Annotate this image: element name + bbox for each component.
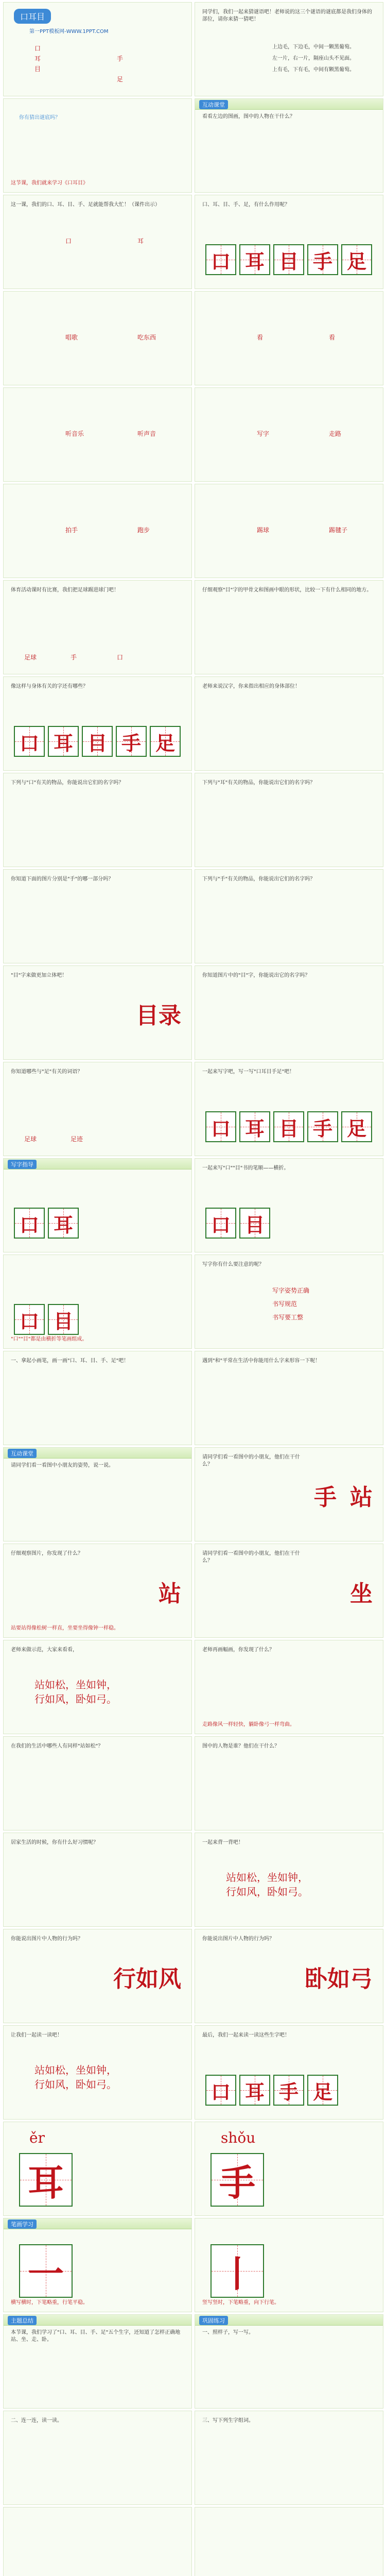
image-tag: 跑步	[137, 527, 150, 534]
slide-header	[195, 99, 383, 110]
char-grid-3	[307, 2075, 338, 2106]
slide-text: 三、写下列生字组词。	[202, 2418, 254, 2424]
section-badge: 主题总结	[8, 2316, 37, 2325]
slide-32	[195, 1447, 383, 1541]
slide-header	[4, 1448, 191, 1459]
slide-30	[195, 1351, 383, 1445]
slide-text: 一起来写字吧，写一写"口耳目手足"吧！	[202, 1069, 295, 1075]
slide-43	[3, 2025, 192, 2120]
slide-22	[195, 965, 383, 1060]
slide-text: 遇到"和"平常在生活中你能用什么字来形容一下呢！	[202, 1358, 321, 1364]
slide-text: 仔细观察图片，你发现了什么？	[11, 1551, 83, 1556]
slide-text: 请同学们看一看图中的小朋友，他们在干什么？	[202, 1551, 300, 1564]
slide-14	[195, 580, 383, 674]
slide-header	[4, 2218, 191, 2229]
slide-text: 下列与"口"有关的物品，你能说出它们的名字吗？	[11, 780, 124, 786]
big-char: 坐	[350, 1581, 373, 1607]
image-tag: 看	[257, 334, 264, 341]
slide-8	[195, 291, 383, 385]
grid-char: 口	[19, 1309, 39, 1333]
big-char: 目录	[136, 1003, 181, 1029]
slide-header	[4, 2315, 191, 2326]
slide-16	[195, 676, 383, 771]
slide-36	[195, 1640, 383, 1734]
slide-44	[195, 2025, 383, 2120]
image-tag: 吃东西	[137, 334, 156, 341]
slide-question: 你有猜出谜底吗？	[19, 115, 60, 121]
char-grid-0	[205, 244, 236, 275]
slide-12	[195, 484, 383, 578]
slide-3	[3, 98, 192, 193]
section-badge: 写字指导	[8, 1160, 37, 1169]
section-badge: 巩固练习	[199, 2316, 228, 2325]
slide-6	[195, 195, 383, 289]
slide-38	[195, 1736, 383, 1831]
big-char-2: 手	[314, 1484, 337, 1511]
grid-char: 足	[346, 1116, 366, 1140]
slide-text: 二、连一连，读一读。	[11, 2418, 62, 2424]
image-tag: 听音乐	[65, 430, 84, 437]
slide-text: 下列与"耳"有关的物品，你能说出它们的名字吗？	[202, 780, 315, 786]
slide-23	[3, 1062, 192, 1156]
grid-char: 口	[19, 731, 39, 755]
image-tag: 踢毽子	[329, 527, 348, 534]
char-grid-3	[307, 1111, 338, 1142]
poem-line: 行如风，卧如弓。	[34, 1693, 117, 1705]
ppt-url: 第一PPT模板网-WWW.1PPT.COM	[29, 29, 109, 35]
big-char: 行如风	[113, 1966, 181, 1992]
rule-item: 书写要工整	[272, 1314, 304, 1321]
slide-29	[3, 1351, 192, 1445]
grid-char: 足	[155, 731, 175, 755]
slide-40	[195, 1833, 383, 1927]
image-tag: 走路	[329, 430, 342, 437]
char-grid-1	[239, 2075, 270, 2106]
grid-char: 耳	[244, 2080, 265, 2104]
grid-char: 耳	[53, 1213, 73, 1236]
image-tag: 拍手	[65, 527, 78, 534]
slide-text: 你能说出图片中人物的行为吗？	[202, 1936, 274, 1942]
slide-text: 在我们的生活中哪些人有同样"站如松"？	[11, 1743, 103, 1749]
poem-line: 站如松，坐如钟，	[34, 2064, 117, 2076]
slide-52	[195, 2411, 383, 2505]
grid-char: 耳	[244, 1116, 265, 1140]
char-grid	[210, 2153, 264, 2207]
slide-5	[3, 195, 192, 289]
slide-34	[195, 1544, 383, 1638]
slide-48	[195, 2218, 383, 2312]
slide-13	[3, 580, 192, 674]
grid-char: 目	[87, 731, 107, 755]
grid-char: 手	[278, 2080, 299, 2104]
grid-char: 口	[210, 1116, 231, 1140]
slide-text: 体育活动课时有比赛，我们把足球踢进球门吧！	[11, 587, 119, 593]
char-grid-0	[14, 726, 45, 757]
slide-24	[195, 1062, 383, 1156]
slide-caption: 站要站得像松树一样直，坐要坐得像钟一样稳。	[11, 1625, 119, 1631]
rule-item: 写字姿势正确	[272, 1287, 310, 1294]
slide-31	[3, 1447, 192, 1541]
grid-char: 足	[346, 249, 366, 273]
grid-char: 目	[278, 1116, 299, 1140]
char-grid-0	[14, 1208, 45, 1239]
grid-char: 口	[210, 2080, 231, 2104]
slide-49	[3, 2314, 192, 2409]
slide-text: "目"字来做更加立体吧！	[11, 973, 67, 978]
slide-37	[3, 1736, 192, 1831]
image-tag: 踢球	[257, 527, 270, 534]
image-tag: 口	[65, 238, 72, 245]
section-badge: 笔画学习	[8, 2219, 37, 2229]
slide-text: 这一课，我们的口、耳、目、手、足就能帮我大忙！（课件出示）	[11, 202, 160, 208]
slide-text: 仔细观察"目"字的甲骨文和图画中眼的形状，比较一下有什么相同的地方。	[202, 587, 372, 593]
char-grid-1	[48, 726, 79, 757]
section-badge: 互动课堂	[8, 1449, 37, 1458]
slide-text: 老师来说汉字，你来指出相应的身体部位！	[202, 684, 300, 689]
poem-line: 站如松，坐如钟，	[226, 1871, 308, 1884]
slide-text: 老师来做示范，大家来看看，	[11, 1647, 78, 1653]
grid-char: 手	[219, 2161, 255, 2204]
slide-text: 你能说出图片中人物的行为吗？	[11, 1936, 83, 1942]
grid-char: 手	[312, 1116, 332, 1140]
grid-char: 耳	[53, 731, 73, 755]
label-kou: 口	[34, 45, 41, 52]
grid-char: 口	[210, 249, 231, 273]
slide-header	[4, 1159, 191, 1170]
slide-54	[195, 2507, 383, 2576]
slide-text: 下列与"手"有关的物品，你能说出它们的名字吗？	[202, 876, 315, 882]
slide-header	[195, 2315, 383, 2326]
riddle-line: 上有毛，下有毛，中间有颗黑葡萄。	[272, 67, 355, 73]
word-label: 足迹	[71, 1136, 83, 1143]
char-grid-0	[205, 2075, 236, 2106]
word-label: 足球	[24, 1136, 37, 1143]
pinyin-label: shǒu	[221, 2129, 256, 2146]
slide-text: 看看左边的图画，图中的人物在干什么？	[202, 114, 295, 120]
slide-text: 最后，我们一起来读一读这些生字吧！	[202, 2032, 290, 2038]
slide-26	[195, 1158, 383, 1252]
slide-25	[3, 1158, 192, 1252]
stroke-grid	[210, 2244, 264, 2298]
stroke-char: 丨	[219, 2252, 255, 2295]
grid-char: 目	[278, 249, 299, 273]
grid-char: 足	[312, 2080, 332, 2104]
slide-text: 像这样与身体有关的字还有哪些？	[11, 684, 88, 689]
grid-char: 耳	[244, 249, 265, 273]
slide-caption: 这节课，我们就来学习《口耳目》	[11, 180, 88, 186]
stroke-grid	[19, 2244, 73, 2298]
slide-39	[3, 1833, 192, 1927]
word-label: 手	[71, 654, 77, 661]
char-grid-1	[239, 1208, 270, 1239]
slide-45	[3, 2122, 192, 2216]
slide-text: 你知道哪些与"足"有关的词语？	[11, 1069, 83, 1075]
poem-line: 行如风，卧如弓。	[226, 1886, 308, 1898]
slide-4	[195, 98, 383, 193]
big-char: 卧如弓	[305, 1966, 373, 1992]
slide-41	[3, 1929, 192, 2023]
slide-50	[195, 2314, 383, 2409]
slide-2	[195, 2, 383, 96]
poem-line: 行如风，卧如弓。	[34, 2078, 117, 2091]
riddle-line: 上边毛，下边毛，中间一颗黑葡萄。	[272, 44, 355, 50]
slide-text: 一、拿起小画笔，画一画"口、耳、目、手、足"吧！	[11, 1358, 129, 1364]
image-tag: 听声音	[137, 430, 156, 437]
slide-text: 一起来背一背吧！	[202, 1840, 243, 1845]
slide-text: 请同学们看一看图中的小朋友，他们在干什么？	[202, 1454, 300, 1467]
char-grid	[19, 2153, 73, 2207]
slide-18	[195, 773, 383, 867]
slide-15	[3, 676, 192, 771]
char-grid-1	[239, 1111, 270, 1142]
label-er: 耳	[34, 55, 41, 62]
slide-text: 本节课，我们学习了"口、耳、目、手、足"五个生字，还知道了怎样正确地站、坐、走、卧。	[11, 2330, 181, 2343]
section-badge: 互动课堂	[199, 100, 228, 109]
riddle-line: 左一片，右一片，隔座山头不见面。	[272, 56, 355, 61]
char-grid-0	[205, 1111, 236, 1142]
poem-line: 站如松，坐如钟，	[34, 1679, 117, 1691]
slide-text: 让我们一起读一读吧！	[11, 2032, 62, 2038]
grid-char: 口	[19, 1213, 39, 1236]
char-grid-3	[116, 726, 147, 757]
grid-char: 耳	[28, 2161, 64, 2204]
char-grid-3	[307, 244, 338, 275]
label-mu: 目	[34, 65, 41, 73]
slide-27	[3, 1255, 192, 1349]
slide-text: 口、耳、目、手、足，有什么作用呢？	[202, 202, 290, 208]
char-grid-1	[48, 1208, 79, 1239]
slide-text: 你知道图片中的"目"字，你能说出它的名字吗？	[202, 973, 310, 978]
image-tag: 耳	[137, 238, 144, 245]
slide-33	[3, 1544, 192, 1638]
image-tag: 写字	[257, 430, 270, 437]
slide-text: 一、照样子，写一写。	[202, 2330, 254, 2335]
char-grid-0	[205, 1208, 236, 1239]
slide-42	[195, 1929, 383, 2023]
slide-text: 居家生活的时候，你有什么好习惯呢？	[11, 1840, 98, 1845]
char-grid-2	[273, 244, 304, 275]
label-zu: 足	[117, 76, 124, 83]
big-char: 站	[350, 1484, 373, 1511]
big-char: 站	[159, 1581, 181, 1607]
slide-7	[3, 291, 192, 385]
slide-9	[3, 387, 192, 482]
char-grid-1	[48, 1304, 79, 1335]
grid-char: 手	[121, 731, 141, 755]
slide-caption: 竖写竖时，下笔略重，向下行笔。	[202, 2300, 279, 2306]
slide-text: 你知道下面的图片分别是"手"的哪一部分吗？	[11, 876, 114, 882]
lesson-title: 口耳目	[14, 9, 51, 24]
char-grid-4	[341, 244, 372, 275]
image-tag: 看	[329, 334, 336, 341]
slide-text: 一起来写"口""目"书的笔顺——横折。	[202, 1165, 289, 1171]
slide-35	[3, 1640, 192, 1734]
word-label: 口	[117, 654, 124, 661]
slide-text: 图中的人物是谁？他们在干什么？	[202, 1743, 279, 1749]
slide-28	[195, 1255, 383, 1349]
rule-item: 书写规范	[272, 1300, 297, 1308]
slide-1	[3, 2, 192, 96]
char-grid-4	[150, 726, 181, 757]
slide-20	[195, 869, 383, 963]
char-grid-4	[341, 1111, 372, 1142]
slide-10	[195, 387, 383, 482]
char-grid-2	[273, 2075, 304, 2106]
slide-caption: 走路像风一样轻快，躺卧像弓一样弯曲。	[202, 1722, 295, 1727]
slide-53	[3, 2507, 192, 2576]
stroke-char: 一	[28, 2252, 64, 2295]
slide-text: 同学们，我们一起来猜谜语吧！老师说的这三个谜语的谜底都是我们身体的部位，请你来猜一猜吧！	[202, 9, 372, 22]
grid-char: 目	[53, 1309, 73, 1333]
slide-46	[195, 2122, 383, 2216]
grid-char: 口	[210, 1213, 231, 1236]
slide-17	[3, 773, 192, 867]
word-label: 足球	[24, 654, 37, 661]
char-grid-2	[82, 726, 113, 757]
char-grid-2	[273, 1111, 304, 1142]
slide-47	[3, 2218, 192, 2312]
label-shou: 手	[117, 55, 124, 62]
image-tag: 唱歌	[65, 334, 78, 341]
grid-char: 目	[244, 1213, 265, 1236]
slide-19	[3, 869, 192, 963]
pinyin-label: ěr	[29, 2129, 45, 2146]
slide-text: 老师再画幅画，你发现了什么？	[202, 1647, 274, 1653]
grid-char: 手	[312, 249, 332, 273]
slide-caption: "口""目"都是由横折等笔画组成。	[11, 1336, 87, 1342]
slide-caption: 横写横时，下笔略重，行笔平稳。	[11, 2300, 88, 2306]
char-grid-0	[14, 1304, 45, 1335]
slide-text: 请同学们看一看图中小朋友的姿势，说一说。	[11, 1463, 114, 1468]
slide-21	[3, 965, 192, 1060]
char-grid-1	[239, 244, 270, 275]
slide-51	[3, 2411, 192, 2505]
slide-11	[3, 484, 192, 578]
slide-text: 写字你有什么要注意的呢？	[202, 1262, 264, 1267]
